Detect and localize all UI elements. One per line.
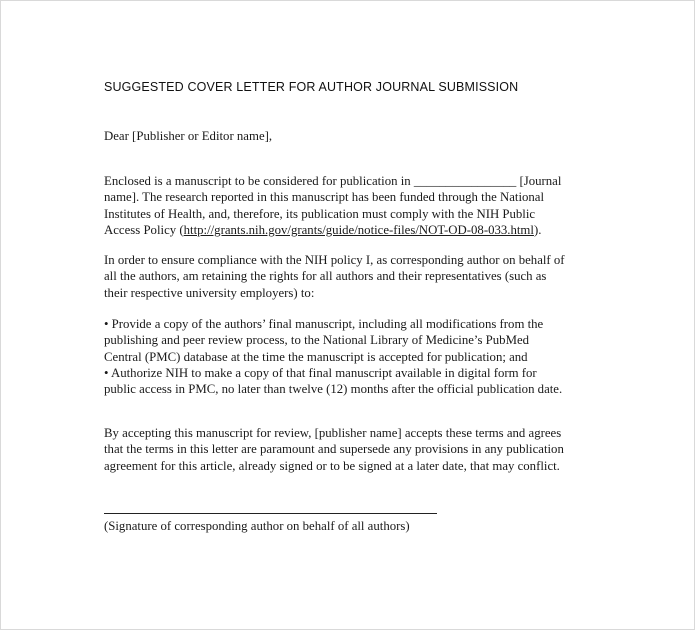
paragraph-line: their respective university employers) to: bbox=[104, 285, 315, 300]
bullet-item-provide: • Provide a copy of the authors’ final manuscript, including all modifications from the bbox=[104, 317, 544, 331]
signature-caption-text: (Signature of corresponding author on behalf of all authors) bbox=[104, 519, 410, 533]
paragraph-line: all the authors, am retaining the rights for all authors and their representatives (such as bbox=[104, 269, 547, 284]
paragraph-enclosed bbox=[104, 173, 604, 238]
bullet-item-provide-cont: Central (PMC) database at the time the manuscript is accepted for publication; and bbox=[104, 349, 528, 364]
paragraph-line: agreement for this article, already signed or to be signed at a later date, that may conflict. bbox=[104, 458, 560, 473]
paragraph-line: that the terms in this letter are paramount and supersede any provisions in any publication bbox=[104, 442, 564, 457]
bullet-item-provide-cont: publishing and peer review process, to the National Library of Medicine’s PubMed bbox=[104, 333, 530, 348]
paragraph-line: In order to ensure compliance with the NIH policy I, as corresponding author on behalf of bbox=[104, 253, 565, 267]
salutation-line: Dear [Publisher or Editor name], bbox=[104, 129, 273, 143]
paragraph-line: Institutes of Health, and, therefore, its publication must comply with the NIH Public bbox=[104, 206, 536, 221]
policy-suffix: ). bbox=[533, 222, 542, 237]
bullet-list bbox=[104, 316, 604, 397]
paragraph-acceptance bbox=[104, 425, 604, 474]
letter-heading: SUGGESTED COVER LETTER FOR AUTHOR JOURNAL SUBMISSION bbox=[104, 80, 519, 94]
bullet-item-authorize-cont: public access in PMC, no later than twelve (12) months after the official publication date. bbox=[104, 382, 563, 397]
policy-url-link[interactable]: http://grants.nih.gov/grants/guide/notice-files/NOT-OD-08-033.html bbox=[183, 222, 534, 237]
signature-caption bbox=[104, 518, 604, 534]
bullet-item-authorize: • Authorize NIH to make a copy of that final manuscript available in digital form for bbox=[104, 365, 537, 380]
paragraph-compliance bbox=[104, 252, 604, 301]
signature-line bbox=[104, 513, 437, 514]
paragraph-line: Enclosed is a manuscript to be considered for publication in ________________ [Journal bbox=[104, 174, 562, 188]
paragraph-line: By accepting this manuscript for review, [publisher name] accepts these terms and agrees bbox=[104, 426, 562, 440]
paragraph-line: name]. The research reported in this manuscript has been funded through the National bbox=[104, 190, 545, 205]
policy-prefix: Access Policy ( bbox=[104, 222, 184, 237]
salutation bbox=[104, 128, 604, 144]
paragraph-line bbox=[104, 222, 604, 238]
